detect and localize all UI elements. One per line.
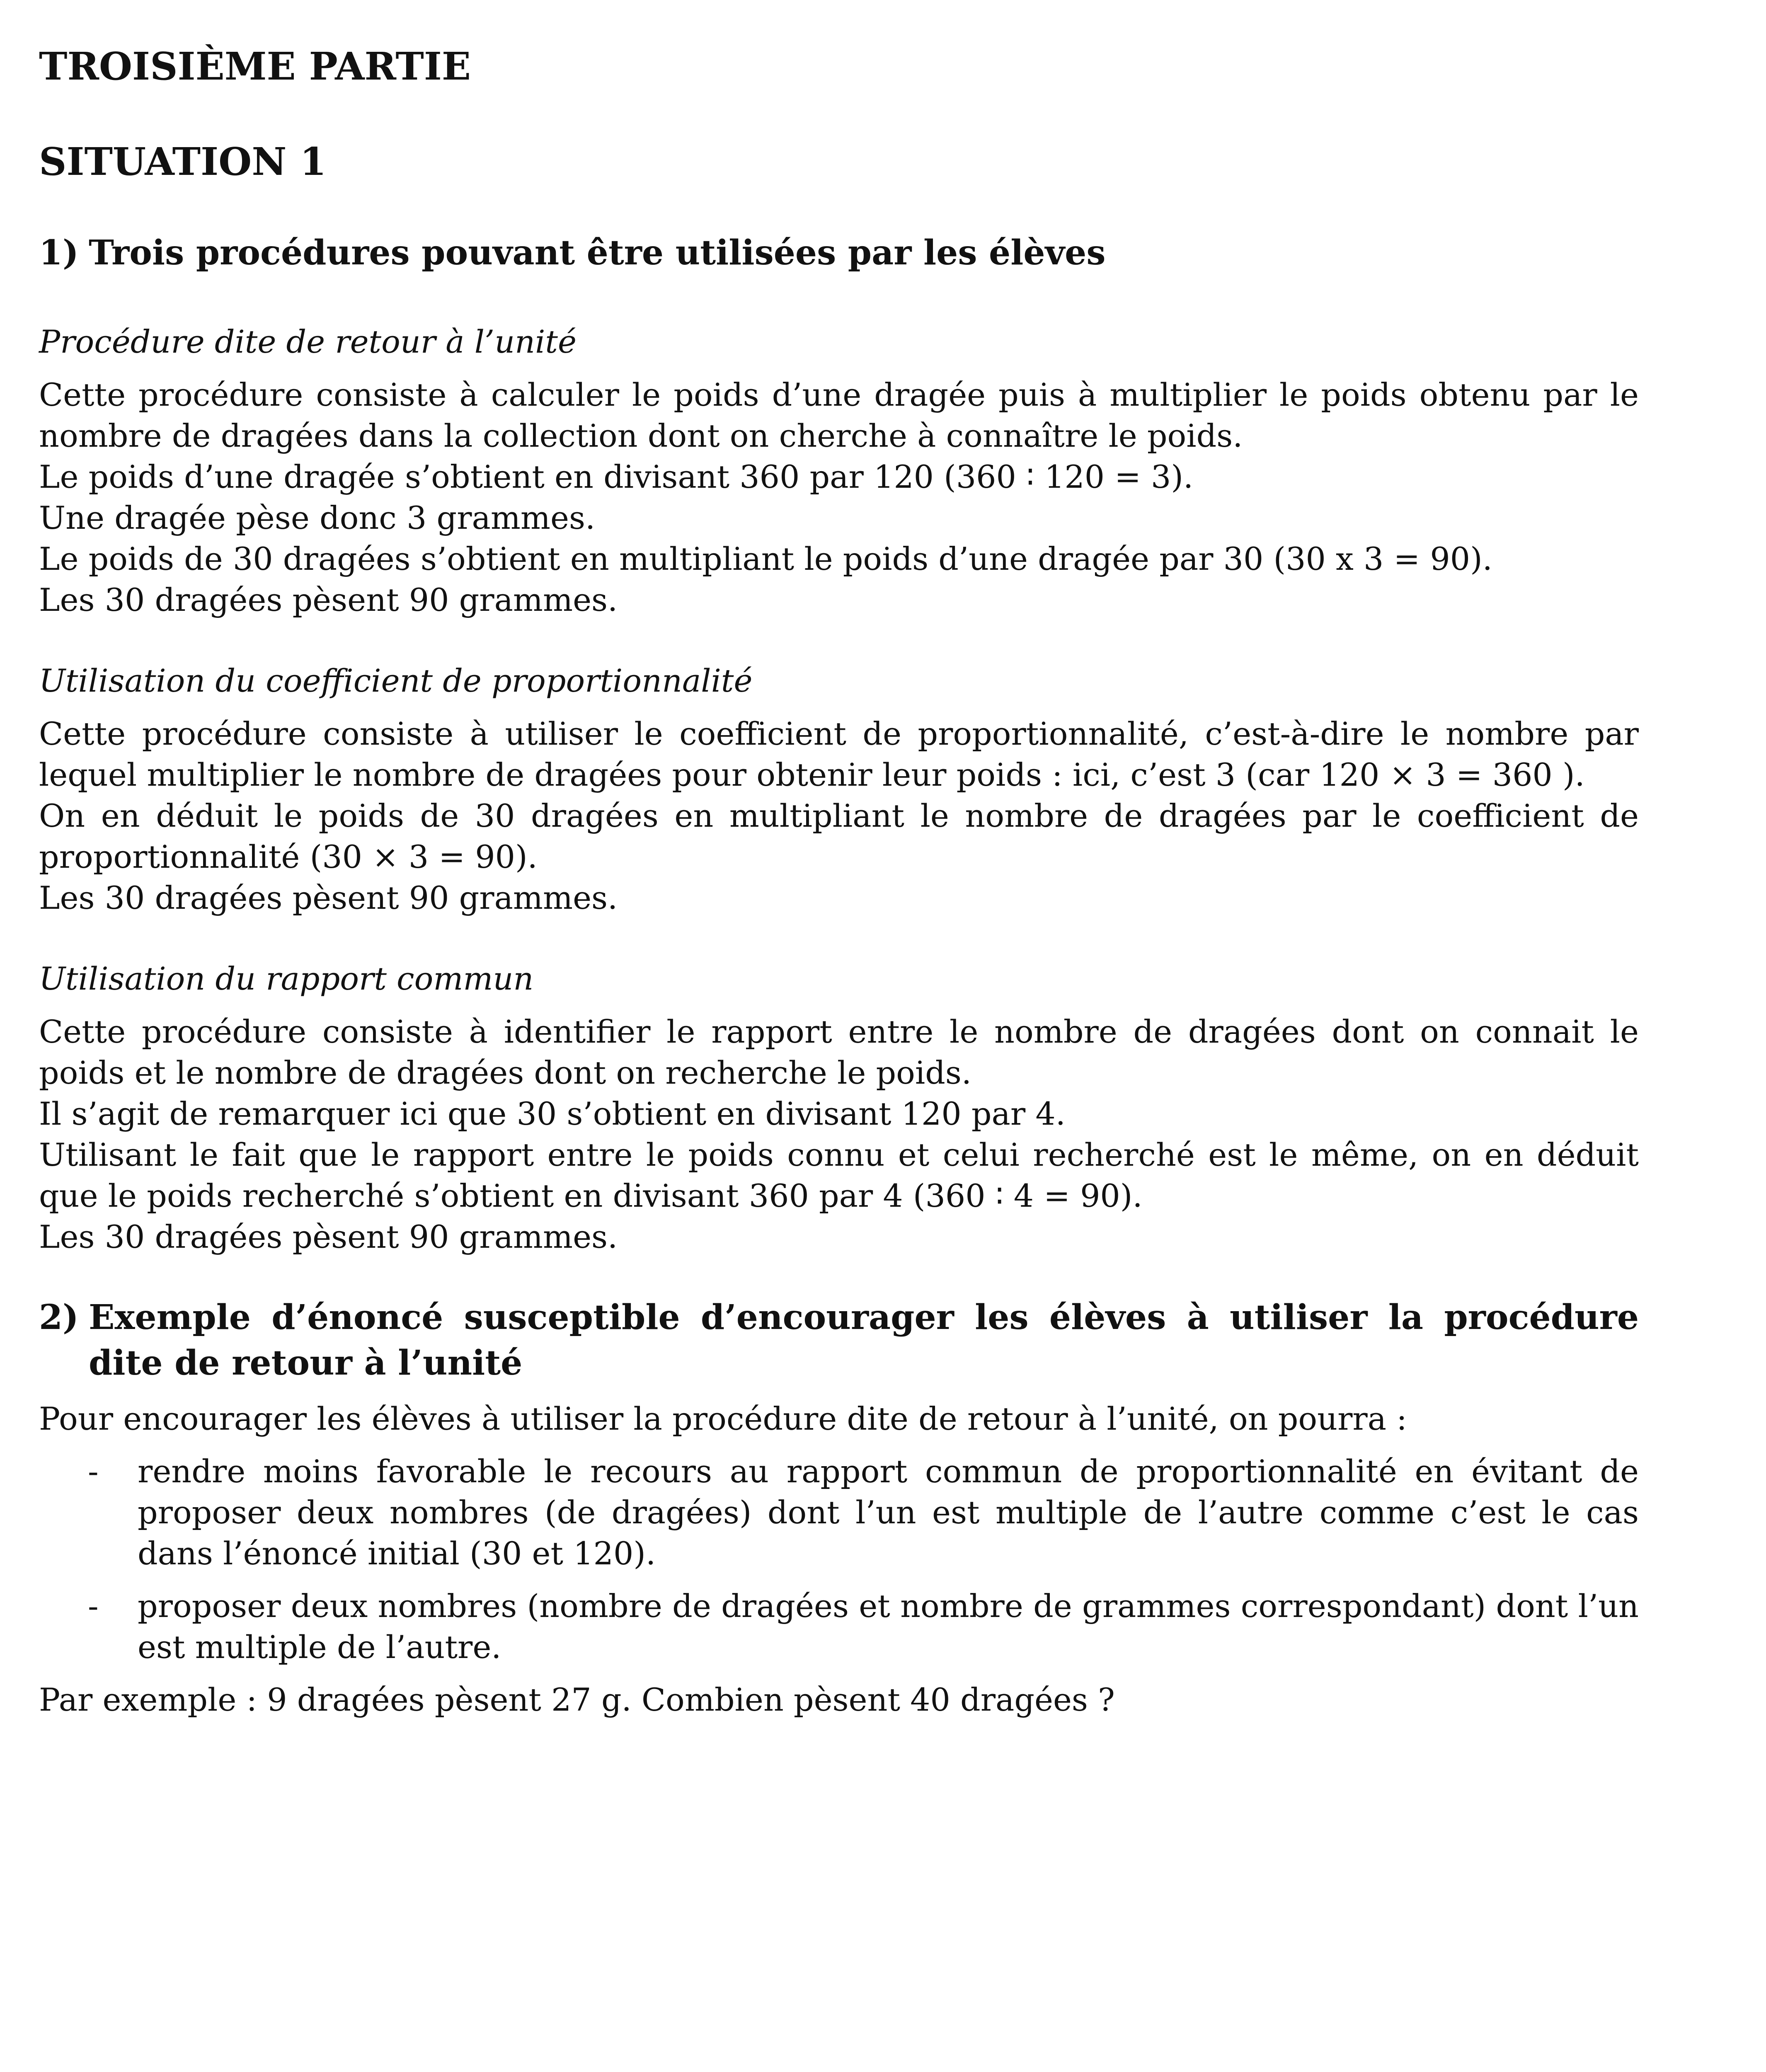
procedure-text-line: Les 30 dragées pèsent 90 grammes. [39, 581, 618, 618]
procedure-text-line: Une dragée pèse donc 3 grammes. [39, 499, 596, 536]
procedure-text-line: Le poids de 30 dragées s’obtient en multipliant le poids d’une dragée par 30 (30 x 3 = 90). [39, 540, 1492, 577]
bullet-dash: - [88, 1453, 99, 1490]
procedure-retour-unite [39, 321, 1639, 620]
procedure-title: Procédure dite de retour à l’unité [39, 323, 577, 360]
example-statement: Par exemple : 9 dragées pèsent 27 g. Combien pèsent 40 dragées ? [39, 1681, 1115, 1718]
procedure-text-line: Les 30 dragées pèsent 90 grammes. [39, 879, 618, 916]
document-page [39, 41, 1639, 1720]
procedure-text-line: Il s’agit de remarquer ici que 30 s’obtient en divisant 120 par 4. [39, 1095, 1066, 1132]
procedure-text-line: Utilisant le fait que le rapport entre le poids connu et celui recherché est le même, on en déduit que le poids recherché s’obtient en divisant 360 par 4 (360 ∶ 4 = 90). [39, 1136, 1639, 1214]
list-item [39, 1585, 1639, 1668]
procedure-title: Utilisation du coefficient de proportionnalité [39, 662, 753, 699]
procedure-text-line: Le poids d’une dragée s’obtient en divisant 360 par 120 (360 ∶ 120 = 3). [39, 458, 1194, 495]
procedure-text-line: Cette procédure consiste à utiliser le coefficient de proportionnalité, c’est-à-dire le nombre par lequel multiplier le nombre de dragées pour obtenir leur poids : ici, c’est 3 (car 120 × 3 = 360 ). [39, 715, 1639, 793]
procedure-rapport-commun [39, 958, 1639, 1257]
list-item-text: proposer deux nombres (nombre de dragées et nombre de grammes correspondant) dont l’un est multiple de l’autre. [138, 1588, 1639, 1665]
question-1-heading [39, 230, 1639, 276]
procedure-text-line: On en déduit le poids de 30 dragées en multipliant le nombre de dragées par le coefficient de proportionnalité (30 × 3 = 90). [39, 797, 1639, 875]
procedure-text-line: Cette procédure consiste à identifier le rapport entre le nombre de dragées dont on connait le poids et le nombre de dragées dont on recherche le poids. [39, 1013, 1639, 1091]
situation-title: SITUATION 1 [39, 139, 327, 184]
question-1-number: 1) [39, 233, 79, 273]
question-2-number: 2) [39, 1297, 79, 1337]
procedure-coefficient [39, 660, 1639, 918]
question-2-title: Exemple d’énoncé susceptible d’encourager les élèves à utiliser la procédure dite de retour à l’unité [89, 1297, 1639, 1383]
list-item-text: rendre moins favorable le recours au rapport commun de proportionnalité en évitant de proposer deux nombres (de dragées) dont l’un est multiple de l’autre comme c’est le cas dans l’énoncé initial (30 et 120). [138, 1453, 1639, 1572]
question-1-title: Trois procédures pouvant être utilisées par les élèves [89, 233, 1106, 273]
procedure-title: Utilisation du rapport commun [39, 960, 534, 997]
bullet-dash: - [88, 1588, 99, 1624]
question-2-heading [39, 1295, 1639, 1386]
question-2-intro: Pour encourager les élèves à utiliser la procédure dite de retour à l’unité, on pourra : [39, 1400, 1407, 1437]
part-title: TROISIÈME PARTIE [39, 44, 471, 89]
procedure-text-line: Cette procédure consiste à calculer le poids d’une dragée puis à multiplier le poids obtenu par le nombre de dragées dans la collection dont on cherche à connaître le poids. [39, 376, 1639, 454]
suggestion-list [39, 1451, 1639, 1668]
list-item [39, 1451, 1639, 1574]
procedure-text-line: Les 30 dragées pèsent 90 grammes. [39, 1218, 618, 1255]
